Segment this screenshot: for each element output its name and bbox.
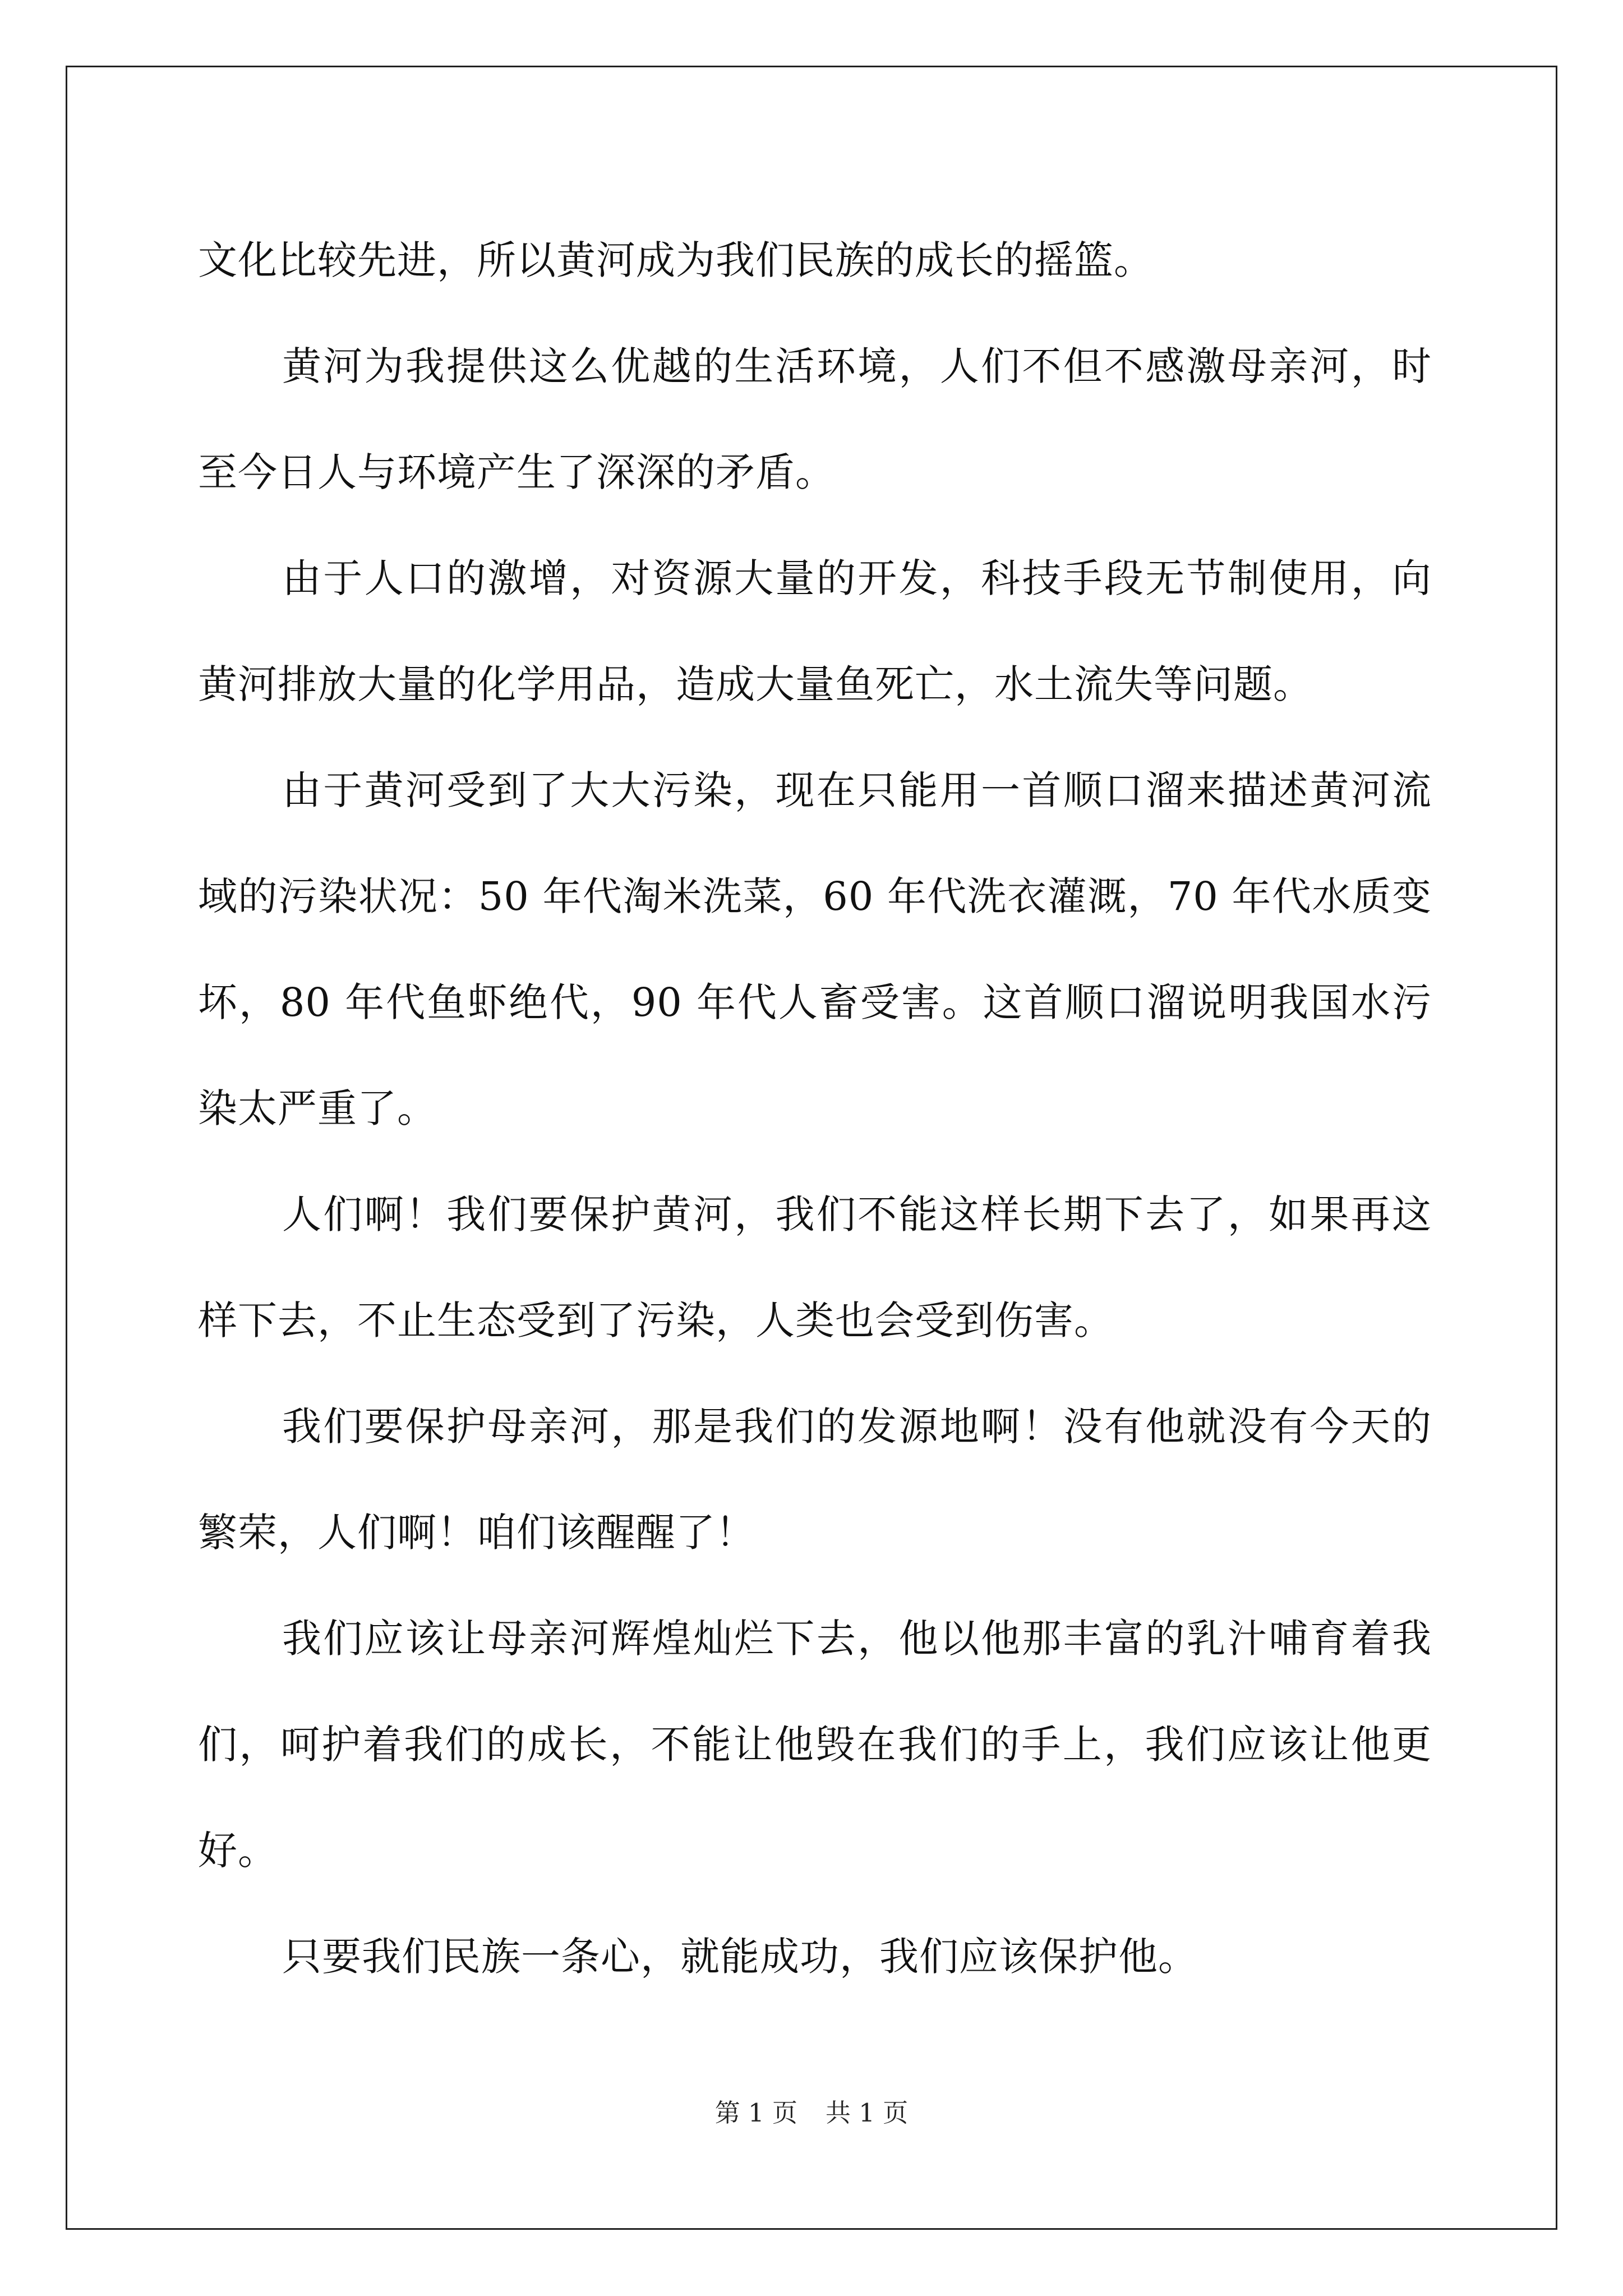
paragraph: 人们啊！我们要保护黄河，我们不能这样长期下去了，如果再这样下去，不止生态受到了污染，人类也会受到伤害。 bbox=[198, 1191, 1432, 1343]
paragraph: 文化比较先进，所以黄河成为我们民族的成长的摇篮。 bbox=[198, 237, 1154, 283]
paragraph: 我们应该让母亲河辉煌灿烂下去，他以他那丰富的乳汁哺育着我们，呵护着我们的成长，不能让他毁在我们的手上，我们应该让他更好。 bbox=[198, 1616, 1432, 1874]
paragraph: 黄河为我提供这么优越的生活环境，人们不但不感激母亲河，时至今日人与环境产生了深深的矛盾。 bbox=[198, 343, 1432, 495]
paragraph: 只要我们民族一条心，就能成功，我们应该保护他。 bbox=[282, 1934, 1198, 1980]
paragraph: 我们要保护母亲河，那是我们的发源地啊！没有他就没有今天的繁荣，人们啊！咱们该醒醒了！ bbox=[198, 1404, 1432, 1556]
page-footer bbox=[0, 2092, 1623, 2129]
paragraph: 由于黄河受到了大大污染，现在只能用一首顺口溜来描述黄河流域的污染状况：50 年代淘米洗菜，60 年代洗衣灌溉，70 年代水质变坏，80 年代鱼虾绝代，90 年代人畜受害。这首顺口溜说明我国水污染太严重了。 bbox=[198, 767, 1432, 1131]
page-total: 共 1 页 bbox=[826, 2098, 909, 2128]
paragraph: 由于人口的激增，对资源大量的开发，科技手段无节制使用，向黄河排放大量的化学用品，造成大量鱼死亡，水土流失等问题。 bbox=[198, 555, 1432, 707]
document-body bbox=[198, 208, 1432, 2010]
page-number: 第 1 页 bbox=[714, 2098, 797, 2128]
